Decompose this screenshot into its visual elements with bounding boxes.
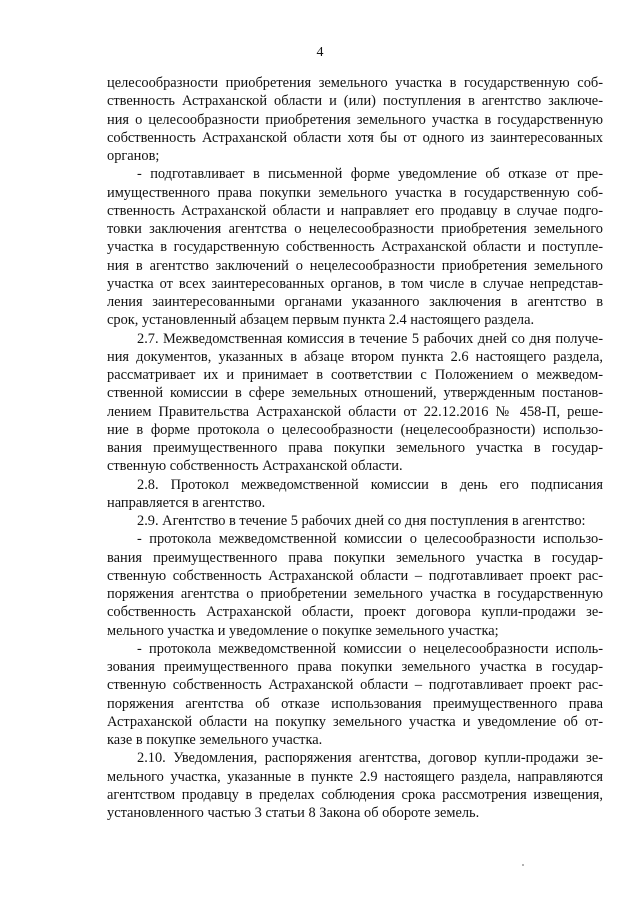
text-line: ственной комиссии в сфере земельных отношений, утвержденным постанов- — [107, 385, 603, 402]
text-line: собственность Астраханской области хотя бы от одного из заинтересованных — [107, 129, 603, 146]
text-line: ния документов, указанных в абзаце втором пункта 2.6 настоящего раздела, — [107, 348, 603, 365]
text-line: - подготавливает в письменной форме уведомление об отказе от пре- — [137, 166, 603, 183]
text-line: поряжения агентства о приобретении земельного участка в государственную — [107, 586, 603, 602]
text-line: лением Правительства Астраханской области от 22.12.2016 № 458-П, реше- — [107, 403, 603, 420]
text-line: вания преимущественного права покупки земельного участка в государ- — [107, 440, 603, 456]
text-line: целесообразности приобретения земельного участка в государственную соб- — [107, 75, 603, 91]
text-line: рассматривает их и принимает в соответствии с Положением о межведом- — [107, 367, 603, 383]
text-line: мельного участка, указанные в пункте 2.9 настоящего раздела, направляются — [107, 768, 603, 785]
text-line: ственность Астраханской области и (или) поступления в агентство заключе- — [107, 93, 603, 110]
text-line: 2.7. Межведомственная комиссия в течение 5 рабочих дней со дня получе- — [137, 330, 603, 347]
text-line: ственность Астраханской области и направляет его продавцу в случае подго- — [107, 202, 603, 219]
text-line: ственную собственность Астраханской области – подготавливает проект рас- — [107, 677, 603, 694]
text-line: - протокола межведомственной комиссии о нецелесообразности исполь- — [137, 640, 603, 657]
text-line: товки заключения агентства о нецелесообразности приобретения земельного — [107, 221, 603, 237]
text-line: имущественного права покупки земельного участка в государственную соб- — [107, 184, 603, 201]
text-line: поряжения агентства об отказе использования преимущественного права — [107, 695, 603, 712]
text-line: ние в форме протокола о целесообразности (нецелесообразности) использо- — [107, 421, 603, 438]
text-line: установленного частью 3 статьи 8 Закона об обороте земель. — [107, 805, 480, 821]
text-line: ственную собственность Астраханской области. — [107, 458, 403, 475]
text-line: ния в агентство заключений о нецелесообразности приобретения земельного — [107, 257, 603, 274]
text-line: вания преимущественного права покупки земельного участка в государ- — [107, 549, 603, 566]
text-line: участка от всех заинтересованных органов, в том числе в случае непредстав- — [107, 275, 603, 292]
text-line: направляется в агентство. — [107, 494, 266, 511]
text-line: зования преимущественного права покупки земельного участка в государ- — [107, 659, 603, 675]
text-line: казе в покупке земельного участка. — [107, 732, 323, 748]
text-line: Астраханской области на покупку земельного участка и уведомление об от- — [107, 713, 603, 730]
text-line: 2.10. Уведомления, распоряжения агентства, договор купли-продажи зе- — [137, 750, 603, 767]
text-line: ления заинтересованными органами указанного заключения в агентство в — [107, 294, 603, 310]
scan-speck — [522, 864, 524, 866]
text-line: агентством продавцу в пределах соблюдения срока рассмотрения извещения, — [107, 786, 603, 803]
text-line: собственность Астраханской области, проект договора купли-продажи зе- — [107, 604, 603, 621]
page-number: 4 — [316, 45, 324, 60]
text-line: 2.8. Протокол межведомственной комиссии в день его подписания — [137, 476, 603, 493]
text-line: - протокола межведомственной комиссии о целесообразности использо- — [137, 531, 603, 548]
text-line: ственную собственность Астраханской области – подготавливает проект рас- — [107, 567, 603, 584]
text-line: мельного участка и уведомление о покупке земельного участка; — [107, 622, 499, 639]
text-line: 2.9. Агентство в течение 5 рабочих дней со дня поступления в агентство: — [137, 513, 586, 529]
document-text — [107, 74, 603, 822]
text-line: участка в государственную собственность Астраханской области и поступле- — [107, 239, 603, 256]
text-line: ния о целесообразности приобретения земельного участка в государственную — [107, 111, 603, 128]
text-line: органов; — [107, 148, 160, 164]
text-line: срок, установленный абзацем первым пункта 2.4 настоящего раздела. — [107, 312, 535, 329]
